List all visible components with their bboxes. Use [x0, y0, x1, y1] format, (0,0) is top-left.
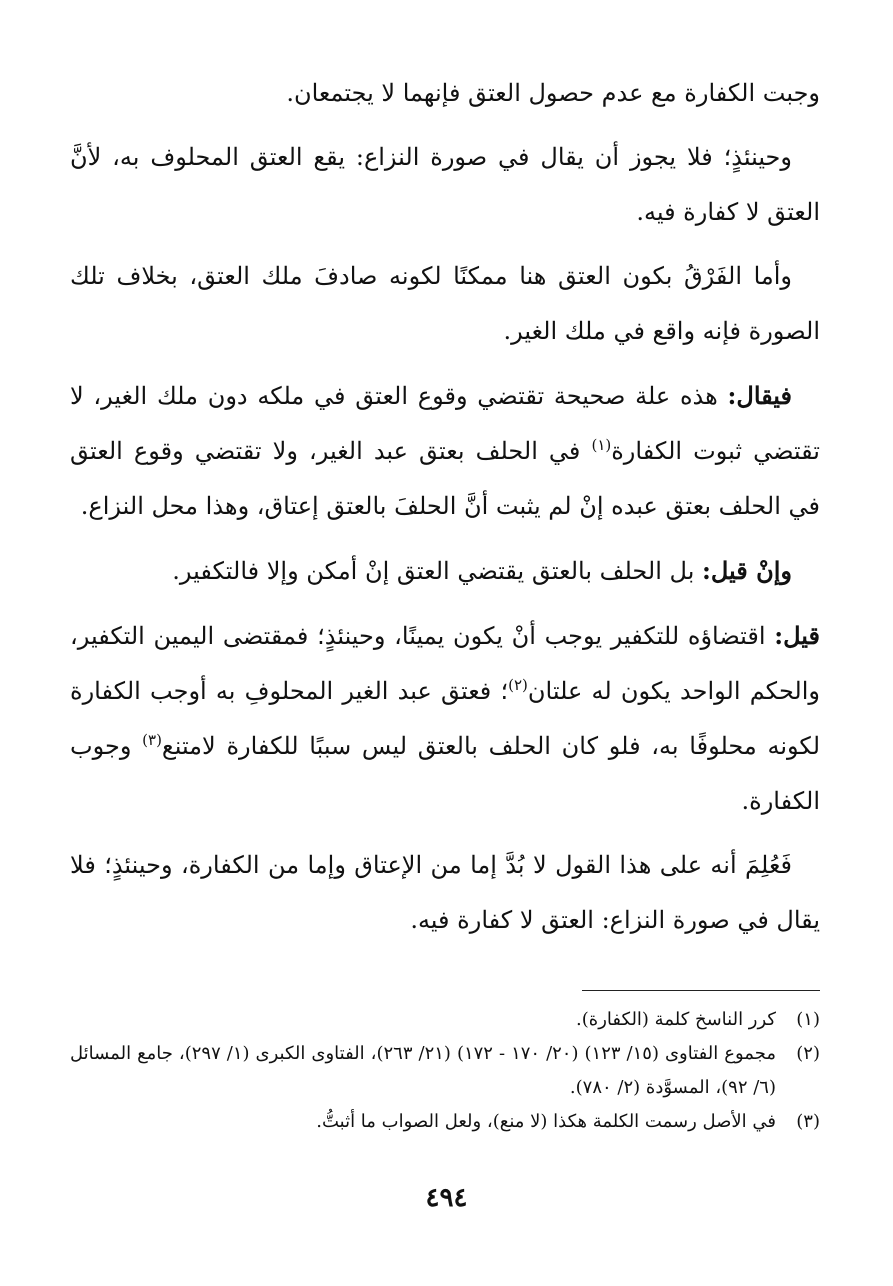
footnote-ref-3: (٣) [142, 731, 162, 749]
footnote-text: في الأصل رسمت الكلمة هكذا (لا منع)، ولعل الصواب ما أثبتُّ. [316, 1111, 776, 1132]
main-text [70, 66, 820, 957]
paragraph-4 [70, 368, 820, 534]
page-number: ٤٩٤ [425, 1183, 468, 1213]
paragraph-6-text-c: وجوب الكفارة. [70, 732, 820, 815]
footnote-ref-1: (١) [591, 436, 612, 454]
footnote-1 [70, 1003, 820, 1037]
footnote-number: (٣) [796, 1111, 820, 1132]
paragraph-4-text-a: هذه علة صحيحة تقتضي وقوع العتق في ملكه دون ملك الغير، لا تقتضي ثبوت الكفارة [70, 382, 820, 465]
footnotes [70, 1003, 820, 1139]
paragraph-4-text-b: في الحلف بعتق عبد الغير، ولا تقتضي وقوع العتق في الحلف بعتق عبده إنْ لم يثبت أنَّ الحلفَ بالعتق إعتاق، وهذا محل النزاع. [70, 437, 820, 520]
paragraph-5-label: وإنْ قيل: [702, 556, 792, 585]
paragraph-5-text: بل الحلف بالعتق يقتضي العتق إنْ أمكن وإلا فالتكفير. [172, 557, 702, 585]
footnote-text: كرر الناسخ كلمة (الكفارة). [576, 1009, 776, 1030]
footnote-ref-2: (٢) [508, 676, 528, 694]
paragraph-3: وأما الفَرْقُ بكون العتق هنا ممكنًا لكونه صادفَ ملك العتق، بخلاف تلك الصورة فإنه واقع في ملك الغير. [70, 262, 820, 345]
paragraph-1: وجبت الكفارة مع عدم حصول العتق فإنهما لا يجتمعان. [286, 79, 820, 107]
paragraph-6-label: قيل: [774, 621, 820, 650]
paragraph-6-text-a: اقتضاؤه للتكفير يوجب أنْ يكون يمينًا، وحينئذٍ؛ فمقتضى اليمين التكفير، والحكم الواحد يكون له علتان [70, 622, 821, 705]
paragraph-5 [70, 543, 820, 599]
paragraph-6 [70, 608, 820, 829]
footnote-number: (١) [796, 1009, 820, 1030]
paragraph-4-label: فيقال: [727, 381, 792, 410]
footnote-number: (٢) [796, 1043, 820, 1064]
footnote-divider [582, 990, 820, 991]
footnote-text: مجموع الفتاوى (١٥/ ١٢٣) (٢٠/ ١٧٠ - ١٧٢) (٢١/ ٢٦٣)، الفتاوى الكبرى (١/ ٢٩٧)، جامع المسائل (٦/ ٩٢)، المسوَّدة (٢/ ٧٨٠). [70, 1043, 776, 1098]
paragraph-6-text-b: ؛ فعتق عبد الغير المحلوفِ به أوجب الكفارة لكونه محلوفًا به، فلو كان الحلف بالعتق ليس سببًا للكفارة لامتنع [70, 677, 820, 760]
footnote-2 [70, 1037, 820, 1105]
footnote-3 [70, 1105, 820, 1139]
paragraph-7: فَعُلِمَ أنه على هذا القول لا بُدَّ إما من الإعتاق وإما من الكفارة، وحينئذٍ؛ فلا يقال في صورة النزاع: العتق لا كفارة فيه. [70, 851, 820, 934]
paragraph-2: وحينئذٍ؛ فلا يجوز أن يقال في صورة النزاع: يقع العتق المحلوف به، لأنَّ العتق لا كفارة فيه. [70, 143, 820, 226]
